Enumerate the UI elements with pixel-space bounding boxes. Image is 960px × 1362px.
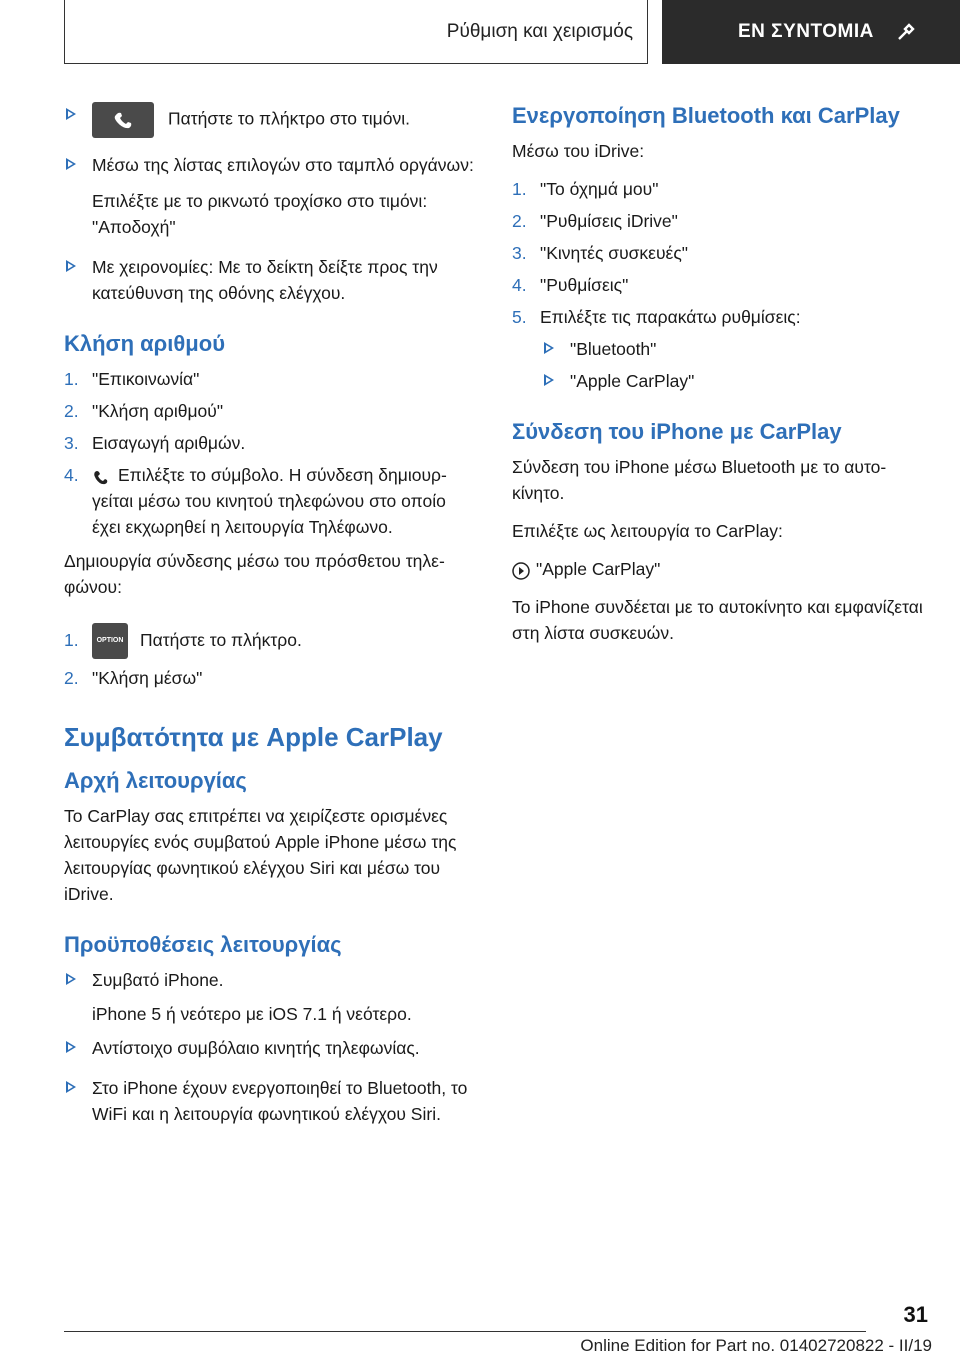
list-item: 5. Επιλέξτε τις παρακάτω ρυθμίσεις: — [512, 307, 801, 327]
phone-icon — [92, 467, 110, 485]
heading-call-number: Κλήση αριθμού — [64, 331, 226, 356]
bullet-icon — [66, 108, 76, 120]
bullet-icon — [66, 260, 76, 272]
phone-button-icon — [92, 102, 154, 138]
paragraph: Επιλέξτε ως λειτουργία το CarPlay: — [512, 521, 783, 541]
page-number: 31 — [903, 1302, 928, 1327]
bullet-icon — [544, 342, 554, 354]
tool-icon — [896, 22, 916, 42]
list-item: 2. "Κλήση αριθμού" — [64, 401, 224, 421]
paragraph: Το CarPlay σας επιτρέπει να χειρίζεστε ορισμένες λειτουργίες ενός συμβατού Apple iPhone μέσω της λειτουργίας φωνητικού ελέγχου Siri και μέσω του iDrive. — [64, 806, 457, 905]
list-item: 4. "Ρυθμίσεις" — [512, 275, 629, 295]
section-title: Ρύθμιση και χειρισμός — [446, 20, 633, 42]
list-item: Μέσω της λίστας επιλογών στο ταμπλό οργάνων: Επιλέξτε με το ρικνωτό τροχίσκο στο τιμόνι: "Αποδοχή" — [64, 152, 476, 240]
list-item: "Bluetooth" — [542, 336, 932, 362]
list-item: 3. "Κινητές συσκευές" — [512, 243, 689, 263]
heading-bluetooth-carplay: Ενεργοποίηση Bluetooth και CarPlay — [512, 103, 900, 128]
list-item: Αντίστοιχο συμβόλαιο κινητής τηλεφωνίας. — [64, 1035, 476, 1061]
heading-principle: Αρχή λειτουργίας — [64, 768, 247, 794]
heading-prerequisites: Προϋποθέσεις λειτουργίας — [64, 932, 342, 958]
list-item: 2. "Κλήση μέσω" — [64, 668, 203, 689]
bullet-icon — [66, 1041, 76, 1053]
bullet-icon — [66, 158, 76, 170]
paragraph: Σύνδεση του iPhone μέσω Bluetooth με το αυτοκίνητο. — [512, 457, 887, 503]
list-item: Συμβατό iPhone. iPhone 5 ή νεότερο με iOS 7.1 ή νεότερο. — [64, 967, 476, 1027]
list-item: 1. "Το όχημά μου" — [512, 179, 659, 199]
paragraph: Μέσω του iDrive: — [512, 141, 645, 161]
chapter-title: ΕΝ ΣΥΝΤΟΜΙΑ — [738, 21, 874, 42]
heading-connect-iphone: Σύνδεση του iPhone με CarPlay — [512, 419, 842, 444]
list-item: 4. Επιλέξτε το σύμβολο. Η σύνδεση δημιουργείται μέσω του κινητού τηλεφώνου στο οποίο έχει εκχωρηθεί η λειτουργία Τηλέφωνο. — [64, 465, 447, 537]
header-section-title — [64, 0, 648, 64]
left-column — [64, 102, 476, 1141]
list-item: 3. Εισαγωγή αριθμών. — [64, 433, 246, 453]
bullet-icon — [66, 973, 76, 985]
play-icon — [512, 561, 530, 579]
bullet-icon — [544, 374, 554, 386]
list-item: Στο iPhone έχουν ενεργοποιηθεί το Bluetooth, το WiFi και η λειτουργία φωνητικού ελέγχου Siri. — [64, 1075, 476, 1127]
list-item: "Apple CarPlay" — [542, 368, 932, 394]
bullet-icon — [66, 1081, 76, 1093]
footer-divider — [64, 1331, 866, 1332]
paragraph: "Apple CarPlay" — [512, 556, 932, 582]
list-item: 1. OPTION Πατήστε το πλήκτρο. — [64, 622, 476, 659]
list-item: Πατήστε το πλήκτρο στο τιμόνι. — [64, 102, 476, 138]
option-button-icon: OPTION — [92, 623, 128, 659]
footer-edition: Online Edition for Part no. 01402720822 - II/19 — [580, 1336, 932, 1355]
header-chapter-tab[interactable] — [662, 0, 960, 64]
list-item: 1. "Επικοινωνία" — [64, 369, 200, 389]
right-column — [512, 102, 932, 658]
heading-compatibility: Συμβατότητα με Apple CarPlay — [64, 722, 443, 753]
list-item: Με χειρονομίες: Με το δείκτη δείξτε προς την κατεύθυνση της οθόνης ελέγχου. — [64, 254, 476, 306]
paragraph: Δημιουργία σύνδεσης μέσω του πρόσθετου τηλεφώνου: — [64, 551, 445, 597]
list-item: 2. "Ρυθμίσεις iDrive" — [512, 211, 678, 231]
paragraph: Το iPhone συνδέεται με το αυτοκίνητο και εμφανίζεται στη λίστα συσκευών. — [512, 597, 923, 643]
